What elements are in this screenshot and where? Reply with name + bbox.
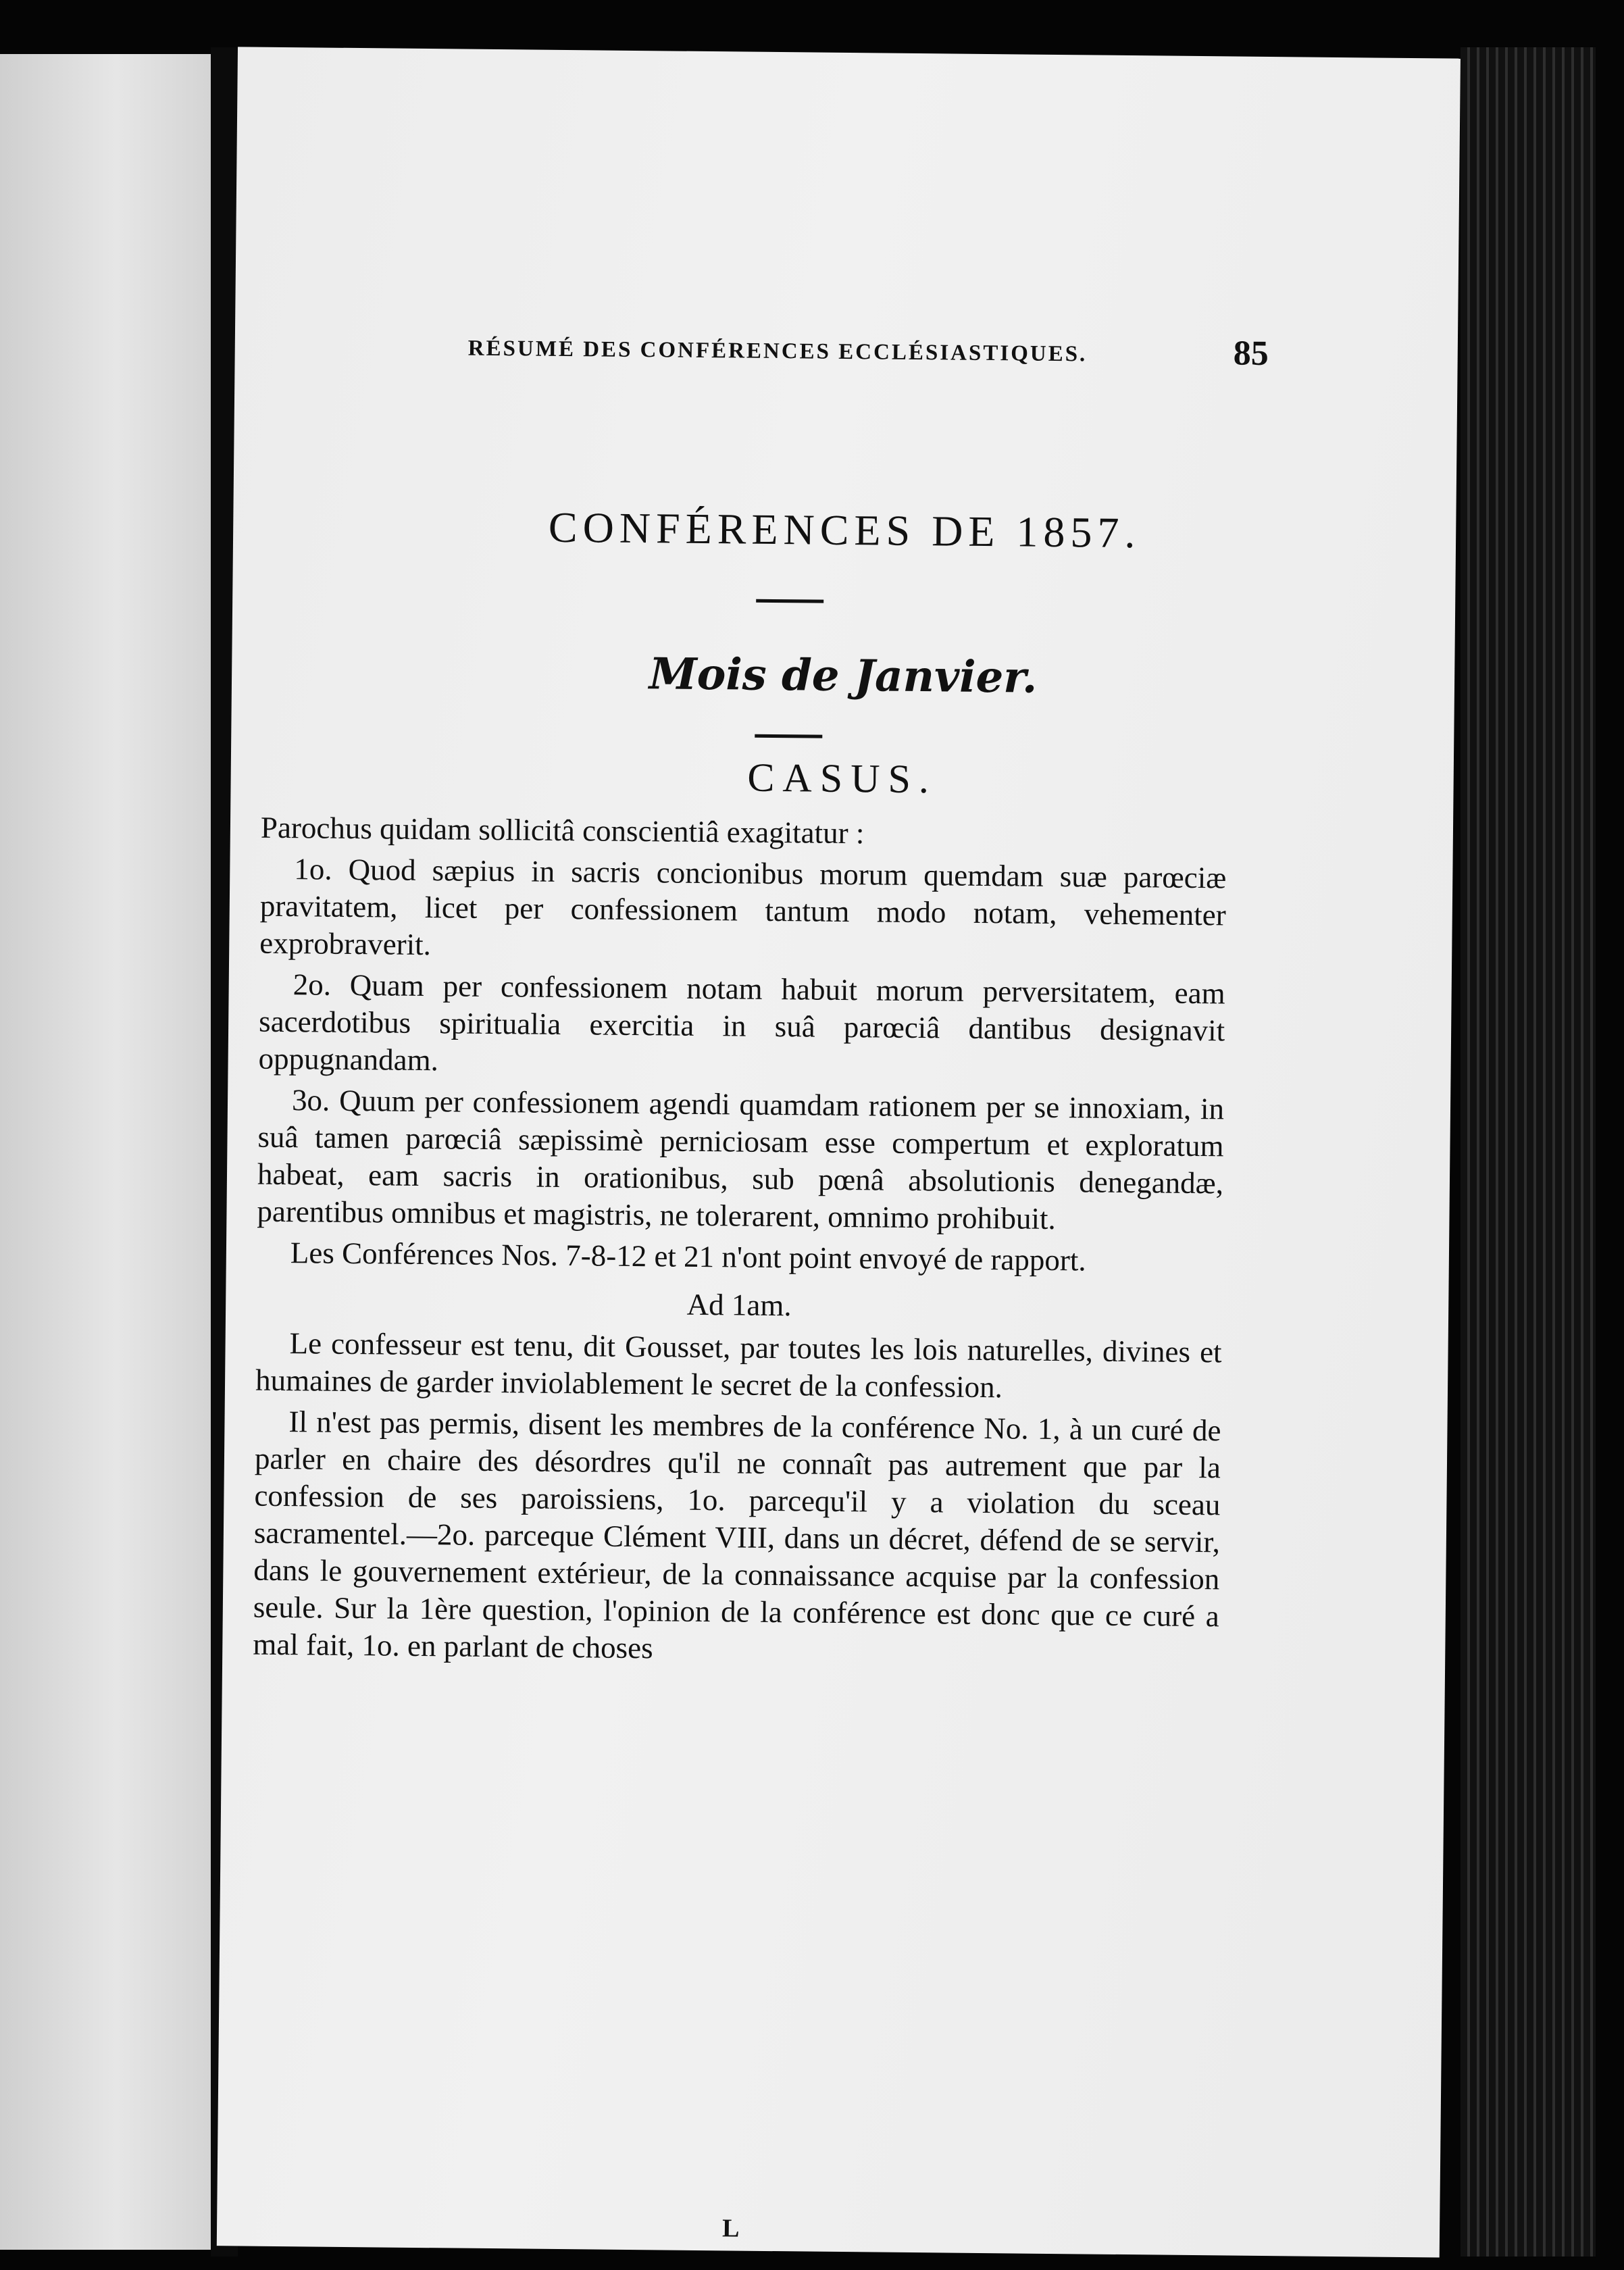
page-edges xyxy=(1461,47,1596,2256)
signature-mark: L xyxy=(721,2214,740,2243)
paragraph: Les Conférences Nos. 7-8-12 et 21 n'ont point envoyé de rapport. xyxy=(290,1236,1086,1278)
paragraph: Le confesseur est tenu, dit Gousset, par toutes les lois naturelles, divines et humaines de garder inviolablement le secret de la confession. xyxy=(255,1326,1222,1405)
book-page xyxy=(217,47,1461,2257)
casus-heading: CASUS. xyxy=(747,755,938,802)
body-text xyxy=(253,809,1227,1677)
paragraph: Il n'est pas permis, disent les membres de la conférence No. 1, à un curé de parler en chaire des désordres qu'il ne connaît pas autrement que par la confession de ses paroissiens, 1o. parcequ'il y a violation du sceau sacramentel.—2o. parceque Clément VIII, dans un décret, défend de se servir, dans le gouvernement extérieur, de la connaissance acquise par la confession seule. Sur la 1ère question, l'opinion de la conférence est donc que ce curé a mal fait, 1o. en parlant de choses xyxy=(253,1405,1221,1665)
page-number: 85 xyxy=(1233,334,1269,373)
section-subtitle: Mois de Janvier. xyxy=(649,649,1038,703)
paragraph: 1o. Quod sæpius in sacris concionibus morum quemdam suæ parœciæ pravitatem, licet per confessionem tantum modo notam, vehementer exprobraverit. xyxy=(259,852,1227,962)
divider-rule xyxy=(756,599,823,603)
facing-page xyxy=(0,54,211,2250)
paragraph: Parochus quidam sollicitâ conscientiâ exagitatur : xyxy=(260,810,865,851)
paragraph: 2o. Quam per confessionem notam habuit morum perversitatem, eam sacerdotibus spiritualia exercitia in suâ parœciâ dantibus designavit oppugnandam. xyxy=(258,967,1225,1078)
paragraph: 3o. Quum per confessionem agendi quamdam rationem per se innoxiam, in suâ tamen parœciâ sæpissimè perniciosam esse compertum et exploratum habeat, eam sacris in orationibus, sub pœnâ absolutionis denegandæ, parentibus omnibus et magistris, ne tolerarent, omnimo prohibuit. xyxy=(257,1083,1225,1236)
page-title: CONFÉRENCES DE 1857. xyxy=(548,503,1141,557)
ad-heading: Ad 1am. xyxy=(686,1287,792,1323)
running-header: RÉSUMÉ DES CONFÉRENCES ECCLÉSIASTIQUES. xyxy=(467,336,1088,367)
divider-rule xyxy=(755,734,822,738)
